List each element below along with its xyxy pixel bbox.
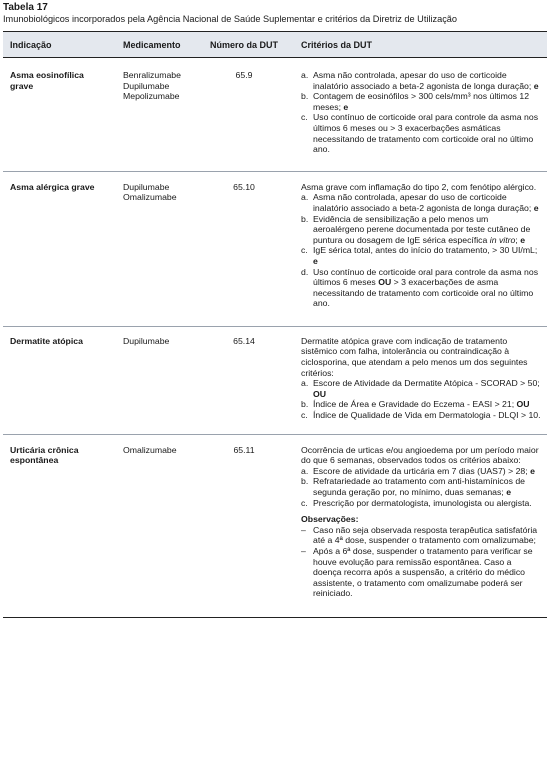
criteria-item (301, 546, 541, 599)
dut-number: 65.14 (233, 335, 255, 346)
text-segment: Índice de Área e Gravidade do Eczema - EASI > 21; (313, 399, 517, 410)
table-caption: Imunobiológicos incorporados pela Agência Nacional de Saúde Suplementar e critérios da Diretriz de Utilização (3, 14, 458, 24)
text-segment: > 3 exacerbações de asma necessitando de tratamento com corticoide oral no último ano. (313, 277, 534, 309)
table-body (3, 58, 547, 617)
medication-name: Omalizumabe (123, 192, 177, 203)
medication-name: Dupilumabe (123, 181, 170, 192)
table-header (3, 32, 547, 57)
text-segment: Uso contínuo de corticoide oral para controle da asma nos últimos 6 meses (313, 266, 539, 288)
item-text (313, 476, 541, 497)
medication-cell (103, 445, 200, 599)
criteria-item (301, 399, 541, 410)
indication-cell: Urticária crônica espontânea (10, 444, 79, 466)
medication-name: Omalizumabe (123, 444, 177, 455)
criteria-item (301, 91, 541, 112)
text-segment: OU (313, 388, 327, 399)
criteria-intro: Asma grave com inflamação do tipo 2, com fenótipo alérgico. (301, 181, 537, 192)
item-marker: a. (301, 70, 309, 80)
item-text (313, 525, 541, 546)
criteria-item (301, 466, 541, 477)
item-marker: d. (301, 266, 309, 277)
table-row (3, 435, 547, 617)
medication-cell (103, 182, 200, 309)
item-marker: a. (301, 192, 309, 203)
criteria-item (301, 214, 541, 246)
indication-cell: Dermatite atópica (10, 335, 83, 346)
indication-cell: Asma eosinofílica grave (10, 70, 84, 91)
table-row (3, 327, 547, 434)
item-marker: b. (301, 213, 309, 224)
text-segment: Evidência de sensibilização a pelo menos um aeroalérgeno perene documentada por teste cutâneo de puntura ou dosagem de IgE sérica específica (313, 213, 531, 245)
text-segment: IgE sérica total, antes do início do tratamento, > 30 UI/mL; (313, 245, 538, 256)
header-criterios: Critérios da DUT (301, 39, 373, 50)
text-segment: e (533, 202, 539, 213)
observations-title: Observações: (301, 514, 359, 525)
dut-number: 65.11 (233, 444, 255, 455)
item-text (313, 214, 541, 246)
criteria-intro: Ocorrência de urticas e/ou angioedema por um período maior do que 6 semanas, observados todos os critérios abaixo: (301, 444, 539, 466)
text-segment: OU (516, 399, 530, 410)
criteria-item (301, 498, 541, 509)
text-segment: Uso contínuo de corticoide oral para controle da asma nos últimos 6 meses ou > 3 exacerbações asmáticas necessitando de tratamento com corticoide oral no último ano. (313, 112, 539, 155)
criteria-item (301, 267, 541, 309)
item-marker: a. (301, 465, 309, 476)
indication-cell: Asma alérgica grave (10, 181, 95, 192)
criteria-item (301, 410, 541, 421)
item-marker: c. (301, 410, 308, 421)
header-dut: Número da DUT (209, 39, 278, 50)
criteria-cell (288, 445, 547, 599)
medication-name: Dupilumabe (123, 80, 170, 91)
item-text (313, 112, 541, 154)
header-medicamento: Medicamento (123, 39, 181, 50)
item-text (313, 267, 541, 309)
text-segment: Asma não controlada, apesar do uso de corticoide inalatório associado a beta-2 agonista de longa duração; (313, 70, 534, 91)
text-segment: Índice de Qualidade de Vida em Dermatologia - DLQI > 10. (313, 410, 541, 421)
criteria-item (301, 70, 541, 91)
bottom-rule (3, 617, 547, 618)
text-segment: e (533, 80, 539, 91)
dut-number: 65.9 (235, 70, 253, 80)
item-text (313, 466, 541, 477)
item-marker: c. (301, 245, 308, 256)
item-text (313, 91, 541, 112)
table-label: Tabela 17 (3, 2, 48, 13)
item-marker: a. (301, 378, 309, 389)
text-segment: e (530, 465, 535, 476)
criteria-intro: Dermatite atópica grave com indicação de tratamento sistêmico com falha, intolerância ou contraindicação à ciclosporina, que atendam a pelo menos um dos seguintes critérios: (301, 335, 528, 378)
header-indicacao: Indicação (10, 39, 52, 50)
dut-number: 65.10 (233, 181, 255, 192)
criteria-item (301, 112, 541, 154)
item-marker: b. (301, 399, 309, 410)
criteria-item (301, 378, 541, 399)
item-text (313, 410, 541, 421)
text-segment: e (313, 255, 318, 266)
medication-cell (103, 336, 200, 421)
item-marker: – (301, 545, 306, 556)
text-segment: OU (378, 277, 392, 288)
text-segment: Escore de Atividade da Dermatite Atópica - SCORAD > 50; (313, 378, 540, 389)
text-segment: Prescrição por dermatologista, imunologista ou alergista. (313, 497, 532, 508)
medication-cell (103, 70, 200, 155)
medication-name: Mepolizumabe (123, 91, 180, 102)
text-segment: Caso não seja observada resposta terapêutica satisfatória até a 4ª dose, suspender o tratamento com omalizumabe; (313, 524, 538, 546)
criteria-item (301, 525, 541, 546)
text-segment: e (343, 101, 349, 112)
item-text (313, 546, 541, 599)
text-segment: in vitro (489, 234, 516, 245)
criteria-item (301, 476, 541, 497)
item-text (313, 399, 541, 410)
medication-name: Dupilumabe (123, 335, 170, 346)
criteria-cell (288, 70, 547, 155)
text-segment: Após a 6ª dose, suspender o tratamento para verificar se houve evolução para remissão espontânea. Caso a doença recorra após a suspensão, a critério do médico assistente, o tratamento com omalizumabe poderá ser reiniciado. (313, 545, 533, 599)
text-segment: e (506, 487, 512, 497)
item-marker: b. (301, 91, 309, 102)
text-segment: e (520, 234, 526, 245)
item-text (313, 192, 541, 213)
text-segment: Contagem de eosinófilos > 300 cels/mm³ nos últimos 12 meses; (313, 91, 530, 112)
medication-name: Benralizumabe (123, 70, 181, 80)
criteria-cell (288, 336, 547, 421)
text-segment: ; (515, 234, 521, 245)
item-text (313, 70, 541, 91)
item-marker: c. (301, 112, 308, 123)
item-text (313, 498, 541, 509)
item-marker: – (301, 524, 306, 535)
table-row (3, 172, 547, 326)
table-row (3, 58, 547, 171)
item-text (313, 378, 541, 399)
criteria-cell (288, 182, 547, 309)
text-segment: Asma não controlada, apesar do uso de corticoide inalatório associado a beta-2 agonista de longa duração; (313, 192, 534, 213)
text-segment: Escore de atividade da urticária em 7 dias (UAS7) > 28; (313, 465, 531, 476)
criteria-item (301, 245, 541, 266)
item-marker: b. (301, 476, 309, 487)
criteria-item (301, 192, 541, 213)
item-text (313, 245, 541, 266)
item-marker: c. (301, 497, 308, 508)
text-segment: Refratariedade ao tratamento com anti-histamínicos de segunda geração por, no mínimo, duas semanas; (313, 476, 525, 497)
